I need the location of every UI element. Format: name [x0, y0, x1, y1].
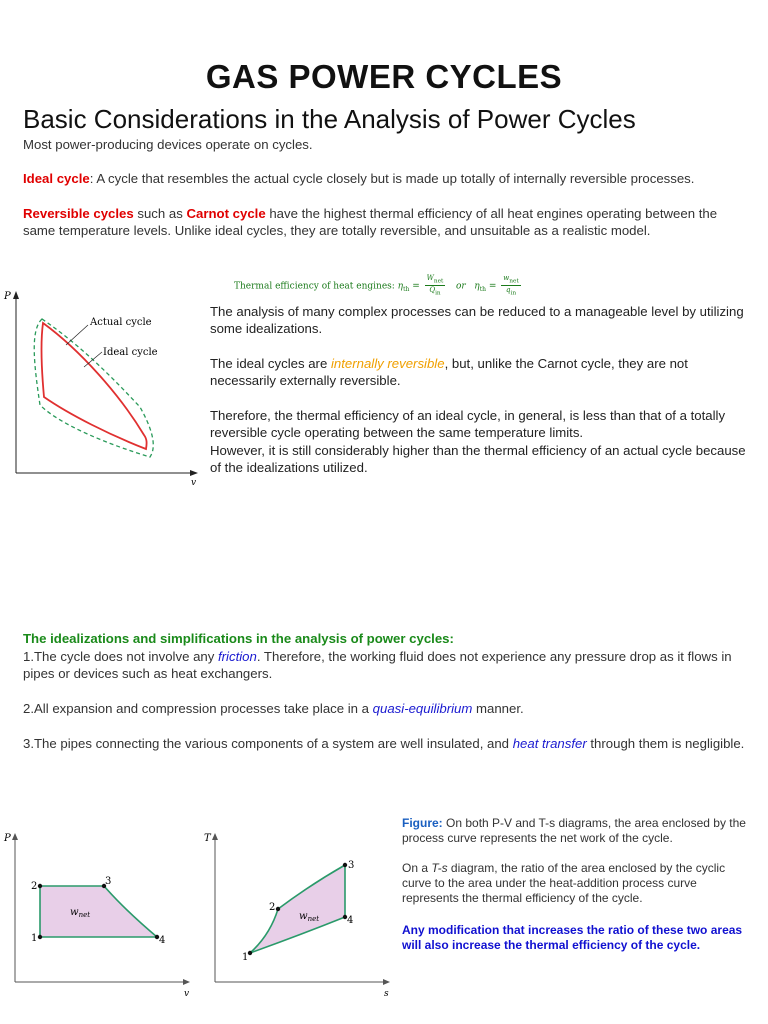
label-4: 4: [159, 935, 166, 946]
ts-ratio-paragraph: [402, 861, 747, 906]
figure-caption: [402, 816, 747, 846]
den2-sub: in: [510, 290, 517, 297]
page-title: GAS POWER CYCLES: [205, 58, 563, 95]
label-3: 3: [105, 876, 112, 887]
modification-text: Any modification that increases the ratio of these two areas will also increase the thermal efficiency of the cycle.: [402, 923, 743, 952]
page-subtitle: Basic Considerations in the Analysis of Power Cycles: [23, 104, 636, 134]
pv-cycle-area: [40, 886, 157, 937]
num1: W: [426, 274, 434, 282]
den1-sub: in: [435, 290, 441, 297]
point-2: [276, 907, 280, 911]
efficiency-paragraph: Therefore, the thermal efficiency of an ideal cycle, in general, is less than that of a totally reversible cycle operating between the same temperature limits.: [210, 408, 726, 440]
v-axis-label: v: [191, 478, 197, 488]
pv-actual-ideal-diagram: [0, 285, 205, 490]
ts-ratio-b: diagram, the ratio of the area enclosed by the cyclic curve to the area under the heat-addition process curve represents the thermal efficiency of the cycle.: [402, 861, 726, 905]
num1-sub: net: [433, 278, 444, 285]
point-2: [38, 884, 42, 888]
ideal-cycles-paragraph: [210, 355, 750, 389]
ideal-cycle-curve: [34, 319, 153, 457]
thermal-efficiency-equation: Thermal efficiency of heat engines: $\eta_{th}$ = $\frac{W_{net}}{Q_{in}}$ or $\eta_{th}$ = $\frac{w_{net}}{q_{in}}$: [234, 274, 519, 297]
s-axis-arrow: [383, 979, 390, 985]
ideal-cycle-definition: [23, 170, 751, 187]
p-axis-arrow: [13, 291, 19, 299]
or-word: or: [455, 281, 466, 292]
den2: q: [505, 286, 511, 295]
net-work-label: $w_{net}$: [299, 911, 320, 923]
v-axis-arrow: [190, 470, 198, 476]
idealization-3-b: through them is negligible.: [586, 736, 745, 751]
p-axis-label: P: [4, 833, 11, 844]
ts-net-work-diagram: [200, 825, 400, 1005]
ideal-cycle-term: Ideal cycle: [23, 171, 90, 186]
quasi-equilibrium-term: quasi-equilibrium: [372, 701, 473, 716]
eta-subscript-2: th: [479, 286, 486, 294]
idealization-2: [23, 700, 751, 717]
idealization-3: [23, 735, 751, 752]
actual-cycle-label: Actual cycle: [90, 317, 152, 328]
ideal-cycles-text-a: The ideal cycles are: [210, 356, 331, 371]
modification-paragraph: [402, 923, 747, 953]
p-axis-arrow: [12, 833, 18, 840]
carnot-cycle-term: Carnot cycle: [186, 206, 266, 221]
equation-label: Thermal efficiency of heat engines:: [234, 281, 398, 292]
idealizations-heading: [23, 630, 751, 647]
idealization-2-b: manner.: [472, 701, 524, 716]
analysis-paragraph: The analysis of many complex processes can be reduced to a manageable level by utilizing some idealizations.: [210, 304, 744, 336]
den1: Q: [429, 286, 436, 295]
fraction-2: [501, 274, 521, 298]
point-1: [38, 935, 42, 939]
eta-subscript: th: [403, 286, 410, 294]
label-2: 2: [31, 881, 38, 892]
label-1: 1: [242, 952, 249, 963]
net-work-label: $w_{net}$: [70, 907, 91, 919]
p-axis-label: P: [4, 291, 11, 302]
point-3: [343, 863, 347, 867]
ideal-cycle-label: Ideal cycle: [103, 347, 158, 358]
reversible-cycle-definition: [23, 205, 751, 239]
idealization-1-a: 1.The cycle does not involve any: [23, 649, 218, 664]
ideal-cycle-text: : A cycle that resembles the actual cycle closely but is made up totally of internally reversible processes.: [89, 171, 695, 186]
label-3: 3: [348, 860, 355, 871]
label-1: 1: [31, 933, 38, 944]
ts-term: T-s: [431, 861, 448, 875]
idealizations-heading-text: The idealizations and simplifications in the analysis of power cycles:: [23, 631, 454, 646]
t-axis-arrow: [212, 833, 218, 840]
v-axis-label: v: [184, 989, 190, 999]
num2: w: [503, 274, 510, 282]
reversible-cycles-term: Reversible cycles: [23, 206, 134, 221]
reversible-text: have the highest thermal efficiency of all heat engines operating between the same temperature levels. Unlike ideal cycles, they are totally reversible, and unsuitable as a realistic model.: [23, 206, 718, 238]
idealization-1: [23, 648, 751, 682]
t-axis-label: T: [204, 833, 211, 844]
ideal-cycles-text-b: , but, unlike the Carnot cycle, they are not necessarily externally reversible.: [210, 356, 688, 388]
figure-label: Figure:: [402, 816, 443, 830]
label-2: 2: [269, 902, 276, 913]
ts-cycle-area: [250, 865, 345, 953]
s-axis-label: s: [384, 989, 389, 999]
ts-ratio-a: On a: [402, 861, 432, 875]
actual-cycle-leader: [66, 325, 88, 345]
pv-net-work-diagram: [0, 825, 200, 1005]
v-axis-arrow: [183, 979, 190, 985]
internally-reversible-term: internally reversible: [330, 356, 445, 371]
eta-symbol-2: η: [474, 281, 480, 292]
idealization-3-a: 3.The pipes connecting the various components of a system are well insulated, and: [23, 736, 513, 751]
actual-cycle-curve: [41, 323, 146, 449]
higher-efficiency-paragraph: However, it is still considerably higher than the thermal efficiency of an actual cycle because of the idealizations utilized.: [210, 443, 746, 475]
reversible-mid: such as: [133, 206, 187, 221]
figure-caption-text: On both P-V and T-s diagrams, the area enclosed by the process curve represents the net work of the cycle.: [402, 816, 746, 845]
fraction-1: [425, 274, 446, 298]
eta-symbol: η: [397, 281, 404, 292]
idealization-2-a: 2.All expansion and compression processes take place in a: [23, 701, 373, 716]
label-4: 4: [347, 915, 354, 926]
intro-text: Most power-producing devices operate on cycles.: [23, 137, 313, 152]
idealization-1-b: . Therefore, the working fluid does not experience any pressure drop as it flows in pipes or devices such as heat exchangers.: [23, 649, 732, 681]
friction-term: friction: [218, 649, 257, 664]
num2-sub: net: [509, 278, 519, 285]
heat-transfer-term: heat transfer: [512, 736, 587, 751]
point-1: [248, 951, 252, 955]
